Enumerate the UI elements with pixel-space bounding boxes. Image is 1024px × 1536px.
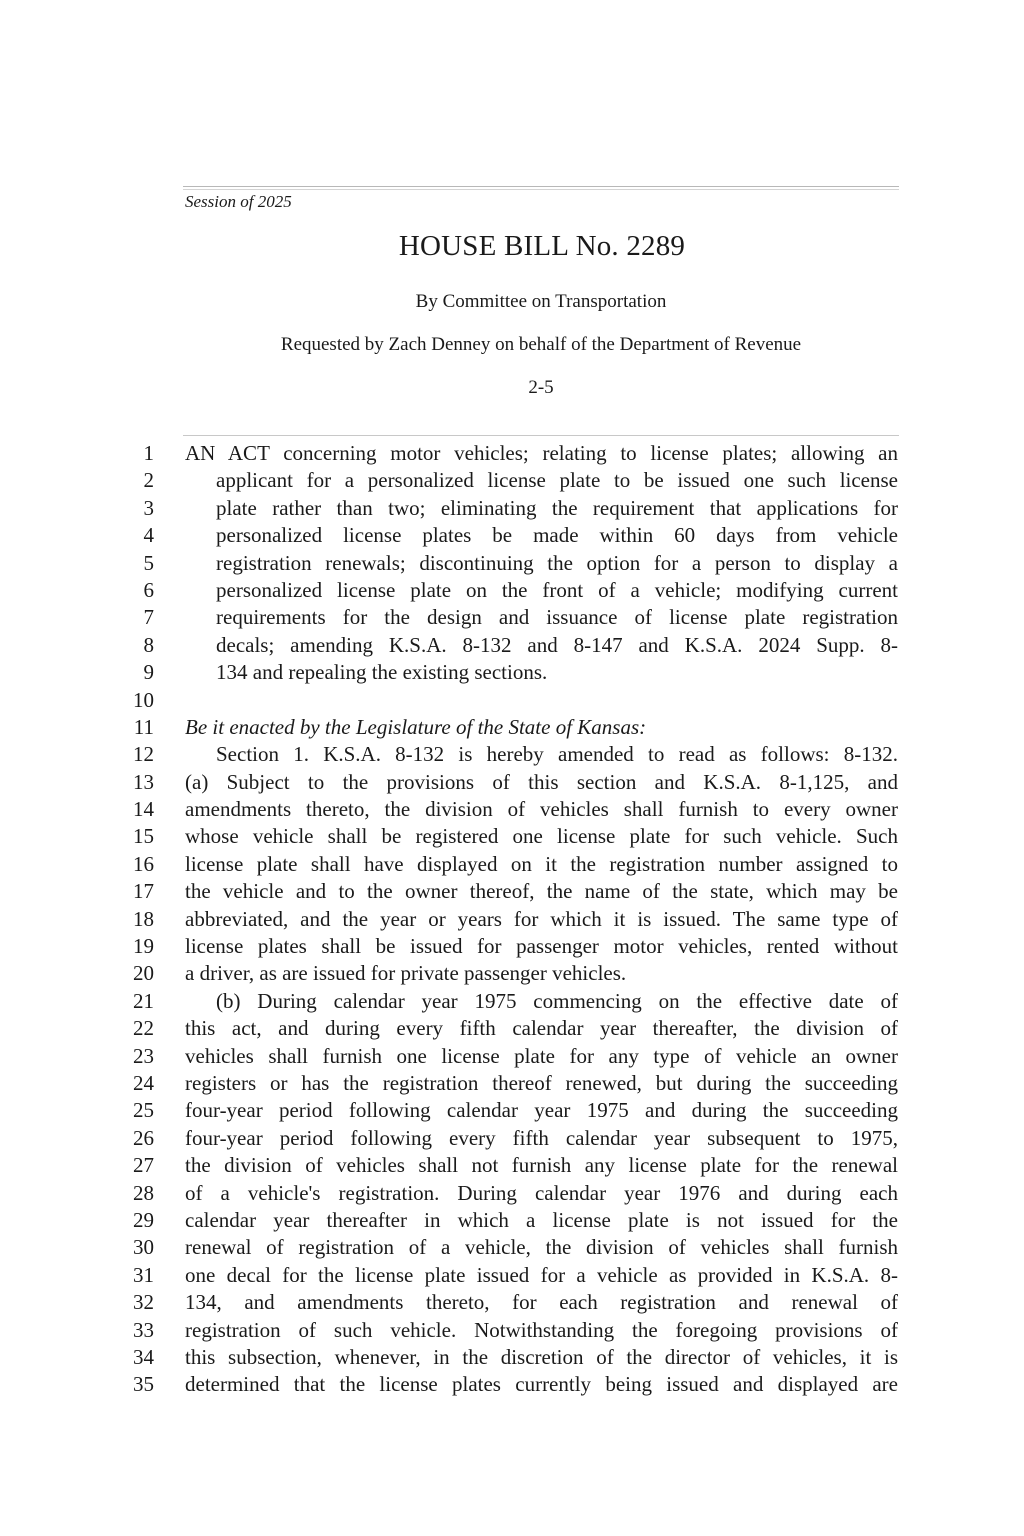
section-line: of a vehicle's registration. During calendar year 1976 and during each xyxy=(185,1180,898,1205)
line-number: 15 xyxy=(133,824,154,849)
title-line: requirements for the design and issuance of license plate registration xyxy=(216,605,898,630)
session-label: Session of 2025 xyxy=(185,192,292,211)
line-number: 27 xyxy=(133,1153,154,1178)
title-line: 134 and repealing the existing sections. xyxy=(216,660,548,685)
title-line: AN ACT concerning motor vehicles; relating to license plates; allowing an xyxy=(185,441,898,465)
line-number: 34 xyxy=(133,1344,154,1369)
line-number: 10 xyxy=(133,687,154,712)
section-line: abbreviated, and the year or years for which it is issued. The same type of xyxy=(185,906,898,931)
line-number: 4 xyxy=(143,523,154,548)
title-line: registration renewals; discontinuing the option for a person to display a xyxy=(216,550,898,575)
line-number: 12 xyxy=(133,742,154,767)
section-line: one decal for the license plate issued for a vehicle as provided in K.S.A. 8- xyxy=(185,1262,898,1287)
line-number: 2 xyxy=(143,468,154,493)
section-line: this act, and during every fifth calendar year thereafter, the division of xyxy=(185,1016,898,1041)
title-line: plate rather than two; eliminating the requirement that applications for xyxy=(216,495,898,520)
line-number: 3 xyxy=(143,495,154,520)
section-line: registers or has the registration thereof renewed, but during the succeeding xyxy=(185,1070,898,1095)
line-number: 20 xyxy=(133,961,154,986)
line-number: 8 xyxy=(143,632,154,657)
section-line: four-year period following every fifth calendar year subsequent to 1975, xyxy=(185,1125,898,1150)
section-line: license plates shall be issued for passenger motor vehicles, rented without xyxy=(185,934,898,959)
line-number: 1 xyxy=(143,441,154,465)
line-number: 26 xyxy=(133,1125,154,1150)
line-number: 28 xyxy=(133,1180,154,1205)
title-line: decals; amending K.S.A. 8-132 and 8-147 and K.S.A. 2024 Supp. 8- xyxy=(216,632,898,657)
section-line: renewal of registration of a vehicle, the division of vehicles shall furnish xyxy=(185,1235,898,1260)
header-rule-secondary xyxy=(183,189,899,190)
line-number: 30 xyxy=(133,1235,154,1260)
line-number: 5 xyxy=(143,550,154,575)
section-line: determined that the license plates currently being issued and displayed are xyxy=(185,1372,898,1397)
line-number: 32 xyxy=(133,1290,154,1315)
bill-date: 2-5 xyxy=(528,377,554,398)
section-line: amendments thereto, the division of vehicles shall furnish to every owner xyxy=(185,797,898,822)
line-number: 29 xyxy=(133,1207,154,1232)
section-line: (b) During calendar year 1975 commencing on the effective date of xyxy=(216,988,898,1013)
line-number: 22 xyxy=(133,1016,154,1041)
line-number: 19 xyxy=(133,934,154,959)
section-line: registration of such vehicle. Notwithstanding the foregoing provisions of xyxy=(185,1317,898,1342)
section-line: a driver, as are issued for private passenger vehicles. xyxy=(185,961,627,986)
bill-title: HOUSE BILL No. 2289 xyxy=(398,230,686,262)
section-line: this subsection, whenever, in the discretion of the director of vehicles, it is xyxy=(185,1344,898,1369)
line-number: 31 xyxy=(133,1262,154,1287)
title-line: personalized license plates be made within 60 days from vehicle xyxy=(216,523,898,548)
line-number: 11 xyxy=(133,714,154,739)
line-number-column xyxy=(100,440,154,1399)
line-number: 17 xyxy=(133,879,154,904)
section-line: Section 1. K.S.A. 8-132 is hereby amended to read as follows: 8-132. xyxy=(216,742,898,767)
line-number: 21 xyxy=(133,988,154,1013)
header-rule xyxy=(183,186,899,187)
section-line: (a) Subject to the provisions of this section and K.S.A. 8-1,125, and xyxy=(185,769,898,794)
line-number: 6 xyxy=(143,577,154,602)
bill-body xyxy=(185,440,898,1399)
body-rule xyxy=(183,435,899,436)
blank-line xyxy=(185,687,898,714)
committee-line: By Committee on Transportation xyxy=(415,291,667,312)
line-number: 24 xyxy=(133,1070,154,1095)
line-number: 33 xyxy=(133,1317,154,1342)
line-number: 14 xyxy=(133,797,154,822)
line-number: 9 xyxy=(143,660,154,685)
section-line: whose vehicle shall be registered one license plate for such vehicle. Such xyxy=(185,824,898,849)
section-line: the vehicle and to the owner thereof, the name of the state, which may be xyxy=(185,879,898,904)
section-line: 134, and amendments thereto, for each registration and renewal of xyxy=(185,1290,898,1315)
section-line: vehicles shall furnish one license plate for any type of vehicle an owner xyxy=(185,1043,898,1068)
line-number: 13 xyxy=(133,769,154,794)
section-line: the division of vehicles shall not furnish any license plate for the renewal xyxy=(185,1153,898,1178)
title-line: personalized license plate on the front of a vehicle; modifying current xyxy=(216,577,898,602)
title-line: applicant for a personalized license plate to be issued one such license xyxy=(216,468,898,493)
line-number: 35 xyxy=(133,1372,154,1397)
requested-by-line: Requested by Zach Denney on behalf of the Department of Revenue xyxy=(280,334,802,355)
line-number: 23 xyxy=(133,1043,154,1068)
section-line: license plate shall have displayed on it the registration number assigned to xyxy=(185,851,898,876)
line-number: 18 xyxy=(133,906,154,931)
section-line: four-year period following calendar year 1975 and during the succeeding xyxy=(185,1098,898,1123)
line-number: 16 xyxy=(133,851,154,876)
enacting-clause: Be it enacted by the Legislature of the State of Kansas: xyxy=(185,714,647,739)
section-line: calendar year thereafter in which a license plate is not issued for the xyxy=(185,1207,898,1232)
line-number: 7 xyxy=(143,605,154,630)
line-number: 25 xyxy=(133,1098,154,1123)
